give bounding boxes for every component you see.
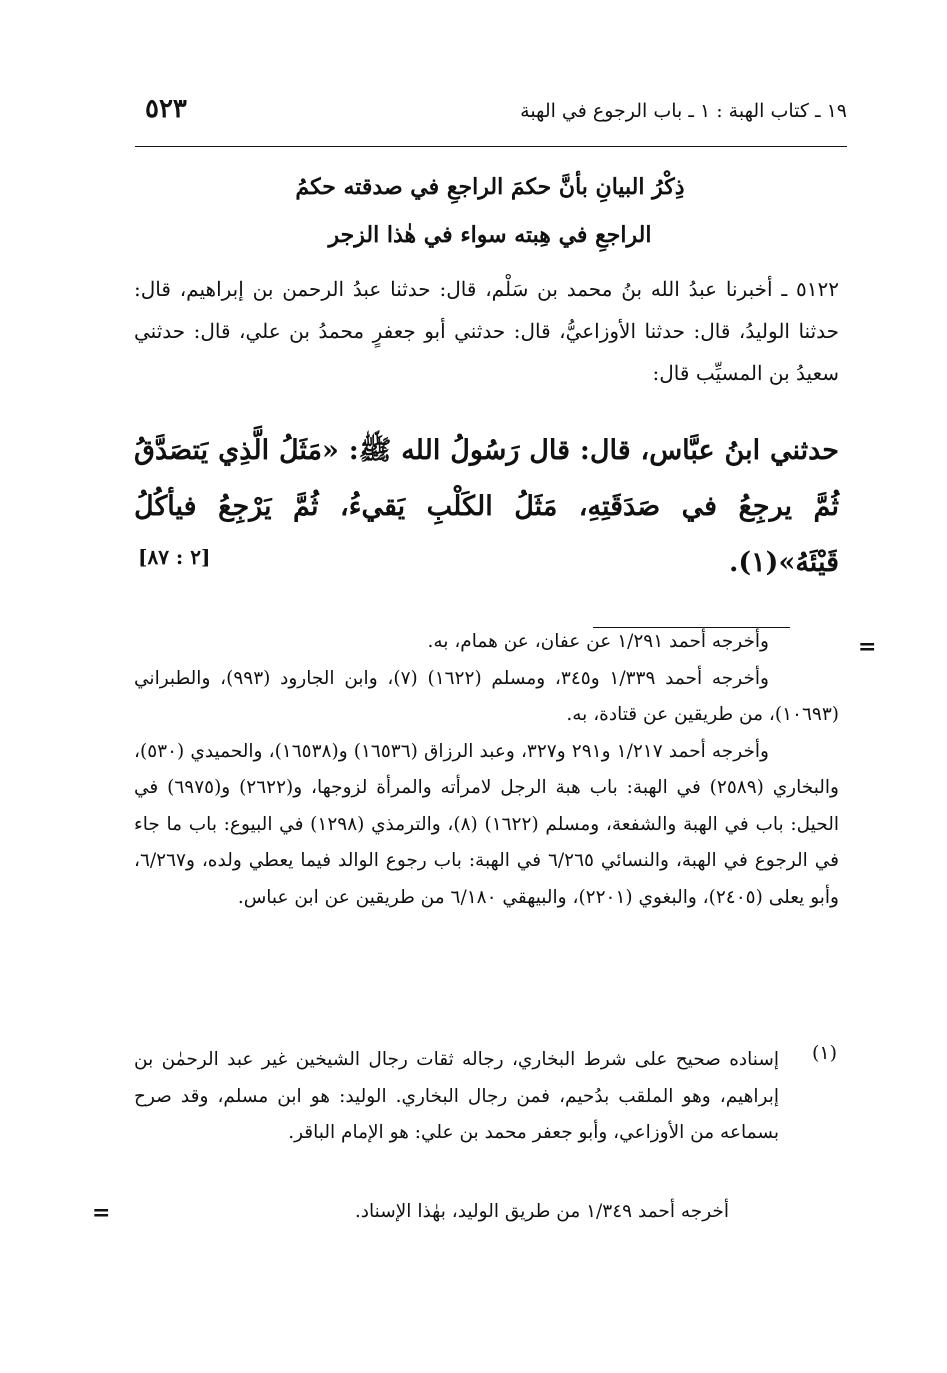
footnote-line: وأخرجه أحمد ١/٣٣٩ و٣٤٥، ومسلم (١٦٢٢) (٧)، وابن الجارود (٩٩٣)، والطبراني (١٠٦٩٣)، من طريقين عن قتادة، به. [134,667,839,725]
section-title-line1: ذِكْرُ البيانِ بأنَّ حكمَ الراجعِ في صدقته حكمُ [295,174,685,200]
isnad-text: ٥١٢٢ ـ أخبرنا عبدُ الله بنُ محمد بن سَلْم، قال: حدثنا عبدُ الرحمن بن إبراهيم، قال: حدثنا الوليدُ، قال: حدثنا الأوزاعيُّ، قال: حدثني أبو جعفرٍ محمدُ بن علي، قال: حدثني سعيدُ بن المسيِّب قال: [134,277,839,385]
page-number: ٥٢٣ [145,94,187,124]
footnote-1-text: إسناده صحيح على شرط البخاري، رجاله ثقات رجال الشيخين غير عبد الرحمٰن بن إبراهيم، وهو الملقب بدُحيم، فمن رجال البخاري. الوليد: هو ابن مسلم، وقد صرح بسماعه من الأوزاعي، وأبو جعفر محمد بن علي: هو الإمام الباقر. [134,1049,779,1143]
footnote-1-extra: أخرجه أحمد ١/٣٤٩ من طريق الوليد، بهٰذا الإسناد. [354,1201,729,1222]
section-title-line2: الراجعِ في هِبته سواء في هٰذا الزجر [328,222,652,248]
footnote-line: وأخرجه أحمد ١/٢١٧ و٢٩١ و٣٢٧، وعبد الرزاق (١٦٥٣٦) و(١٦٥٣٨)، والحميدي (٥٣٠)، والبخاري (٢٥٨٩) في الهبة: باب هبة الرجل لامرأته والمرأة لزوجها، و(٢٦٢٢) و(٦٩٧٥) في الحيل: باب في الهبة والشفعة، ومسلم (١٦٢٢) (٨)، والترمذي (١٢٩٨) في البيوع: باب ما جاء في الرجوع في الهبة، والنسائي ٦/٢٦٥ في الهبة: باب رجوع الوالد فيما يعطي ولده، و٦/٢٦٧، وأبو يعلى (٢٤٠٥)، والبغوي (٢٢٠١)، والبيهقي ٦/١٨٠ من طريقين عن ابن عباس. [134,740,839,908]
header-rule [135,146,847,147]
footnote-block-continued [134,624,839,916]
continuation-mark-top: = [858,634,877,660]
continuation-mark-bottom: = [92,1200,111,1226]
footnote-number: (١) [811,1042,837,1064]
section-title [180,163,800,259]
hadith-reference: [٢ : ٨٧] [138,545,211,569]
page-header [135,94,847,134]
running-title: ١٩ ـ كتاب الهبة : ١ ـ باب الرجوع في الهبة [520,100,847,122]
footnote-line: وأخرجه أحمد ١/٢٩١ عن عفان، عن همام، به. [427,631,769,652]
hadith-text: حدثني ابنُ عبَّاس، قال: قال رَسُولُ الله ﷺ: «مَثَلُ الَّذِي يَتصَدَّقُ ثُمَّ يرجِعُ في صَدَقَتِهِ، مَثَلُ الكَلْبِ يَقيءُ، ثُمَّ يَرْجِعُ فيأكُلُ قَيْئَهُ»(١). [134,435,839,578]
